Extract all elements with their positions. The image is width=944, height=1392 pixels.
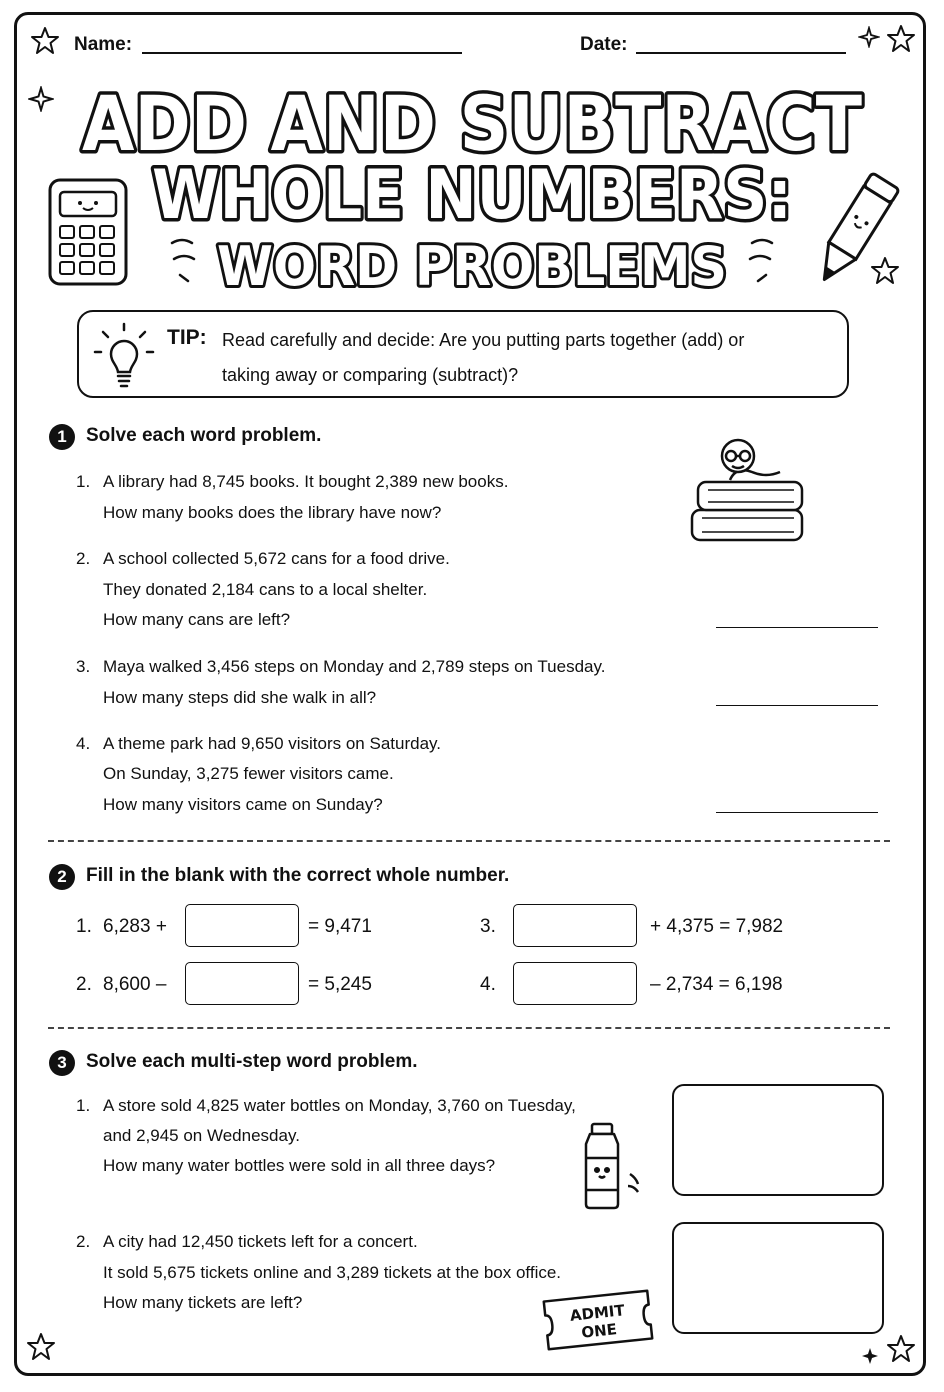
fill-4-blank[interactable] [513,962,637,1005]
problem-1-line-2: How many books does the library have now? [103,503,442,522]
ticket-line-1: ADMIT [569,1301,626,1325]
fill-1-blank[interactable] [185,904,299,947]
date-label: Date: [580,34,628,55]
fill-1-before: 6,283 + [103,916,167,937]
multi-1-line-1: A store sold 4,825 water bottles on Monday, 3,760 on Tuesday, [103,1096,576,1115]
problem-4-line-2: On Sunday, 3,275 fewer visitors came. [103,764,394,783]
name-label: Name: [74,34,133,55]
section-2-badge: 2 [49,864,75,890]
work-box-2[interactable] [672,1222,884,1334]
fill-1-number: 1. [76,916,92,937]
problem-1-line-1: A library had 8,745 books. It bought 2,389 new books. [103,472,509,491]
star-icon [30,26,60,56]
problem-1-number: 1. [76,472,91,491]
title-line-2: WHOLE NUMBERS: [152,156,792,235]
star-icon [886,24,916,54]
ticket-icon [538,1284,658,1356]
lightbulb-icon [91,320,157,390]
work-box-1[interactable] [672,1084,884,1196]
tip-text-line-1: Read carefully and decide: Are you putting parts together (add) or [222,330,745,350]
date-field[interactable] [636,52,846,54]
fill-2-number: 2. [76,974,92,995]
section-1-badge: 1 [49,424,75,450]
title-line-1: ADD AND SUBTRACT [82,79,863,168]
answer-line-2[interactable] [716,627,878,628]
star-icon [886,1334,916,1364]
multi-1-line-3: How many water bottles were sold in all three days? [103,1156,496,1175]
fill-2-blank[interactable] [185,962,299,1005]
section-1-title: Solve each word problem. [86,425,322,446]
multi-2-number: 2. [76,1232,91,1251]
fill-2-after: = 5,245 [308,974,372,995]
fill-4-number: 4. [480,974,496,995]
problem-2-line-2: They donated 2,184 cans to a local shelter. [103,580,428,599]
multi-1-number: 1. [76,1096,91,1115]
answer-line-3[interactable] [716,705,878,706]
problem-2-number: 2. [76,549,91,568]
tip-text-line-2: taking away or comparing (subtract)? [222,365,519,385]
bookworm-books-icon [686,434,812,548]
problem-2-line-1: A school collected 5,672 cans for a food drive. [103,549,450,568]
section-divider [48,1027,890,1029]
problem-3-number: 3. [76,657,91,676]
section-divider [48,840,890,842]
name-field[interactable] [142,52,462,54]
section-2-title: Fill in the blank with the correct whole number. [86,865,510,886]
answer-line-4[interactable] [716,812,878,813]
section-3-title: Solve each multi-step word problem. [86,1051,418,1072]
fill-1-after: = 9,471 [308,916,372,937]
multi-2-line-2: It sold 5,675 tickets online and 3,289 tickets at the box office. [103,1263,562,1282]
problem-2-line-3: How many cans are left? [103,610,291,629]
sparkle-icon [858,26,880,48]
problem-4-line-1: A theme park had 9,650 visitors on Saturday. [103,734,441,753]
sparkle-icon [860,1346,880,1366]
water-bottle-icon [574,1120,650,1212]
star-icon [870,256,900,286]
fill-3-after: + 4,375 = 7,982 [650,916,784,937]
fill-3-number: 3. [480,916,496,937]
problem-4-number: 4. [76,734,91,753]
star-icon [26,1332,56,1362]
section-3-badge: 3 [49,1050,75,1076]
problem-4-line-3: How many visitors came on Sunday? [103,795,383,814]
fill-3-blank[interactable] [513,904,637,947]
title-line-3: WORD PROBLEMS [217,235,727,298]
tip-box [77,310,849,398]
multi-2-line-3: How many tickets are left? [103,1293,303,1312]
fill-4-after: – 2,734 = 6,198 [650,974,783,995]
tip-label: TIP: [167,326,207,349]
fill-2-before: 8,600 – [103,974,167,995]
multi-1-line-2: and 2,945 on Wednesday. [103,1126,300,1145]
calculator-icon [46,176,130,288]
multi-2-line-1: A city had 12,450 tickets left for a concert. [103,1232,418,1251]
ticket-line-2: ONE [580,1320,618,1342]
problem-3-line-2: How many steps did she walk in all? [103,688,377,707]
problem-3-line-1: Maya walked 3,456 steps on Monday and 2,789 steps on Tuesday. [103,657,606,676]
